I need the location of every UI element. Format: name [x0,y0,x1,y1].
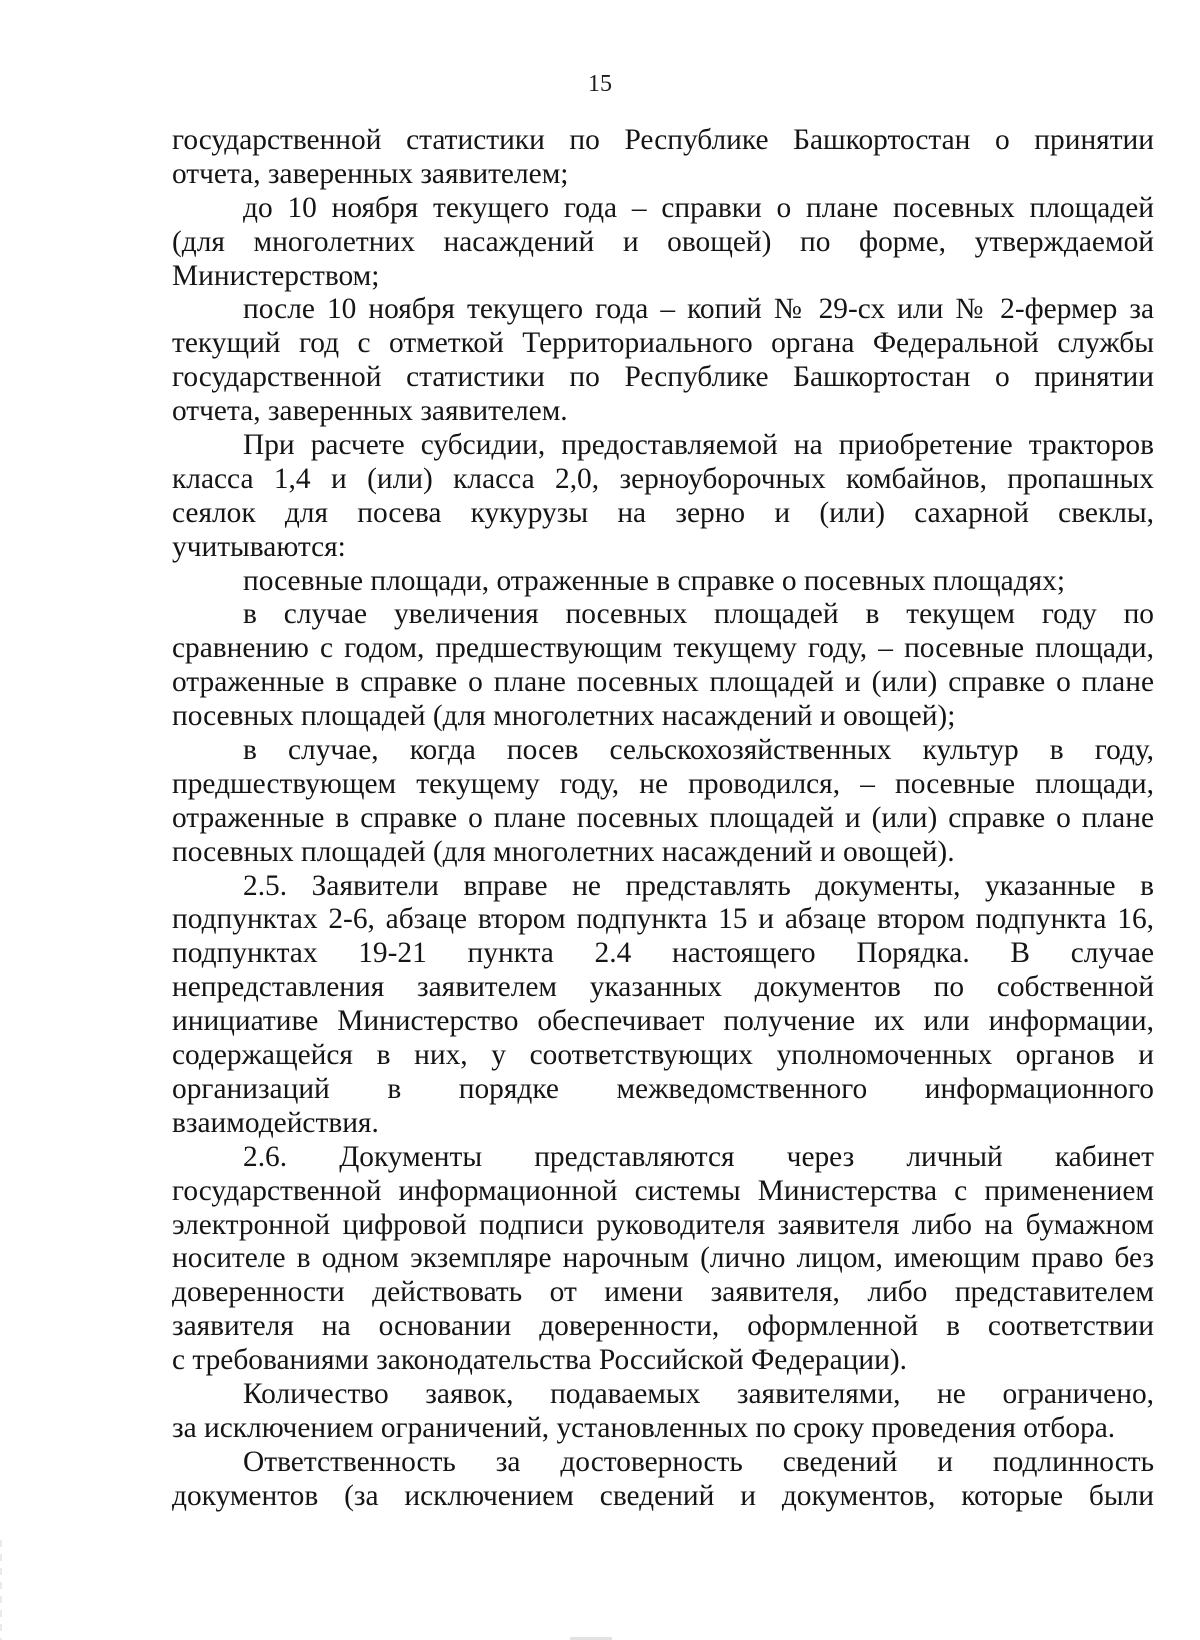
paragraph-line: При расчете субсидии, предоставляемой на приобретение тракторов [243,429,1154,462]
paragraph-line: заявителя на основании доверенности, оформленной в соответствии [172,1310,1154,1343]
paragraph-line: государственной статистики по Республике Башкортостан о принятии [172,361,1154,394]
paragraph-line: посевные площади, отраженные в справке о посевных площадях; [243,564,1066,597]
paragraph-line: организаций в порядке межведомственного информационного [172,1072,1154,1105]
paragraph-line: подпунктах 2-6, абзаце втором подпункта 15 и абзаце втором подпункта 16, [172,903,1154,936]
paragraph-line: отчета, заверенных заявителем. [172,395,568,428]
paragraph-line: за исключением ограничений, установленных по сроку проведения отбора. [172,1411,1116,1444]
paragraph-line: текущий год с отметкой Территориального органа Федеральной службы [172,327,1154,360]
paragraph-line: посевных площадей (для многолетних насаждений и овощей); [172,700,956,733]
scan-margin-artifact [0,1540,2,1640]
paragraph-line: электронной цифровой подписи руководителя заявителя либо на бумажном [172,1208,1154,1241]
document-body [172,124,1154,1514]
paragraph-line: Ответственность за достоверность сведений и подлинность [243,1445,1154,1478]
paragraph-line: (для многолетних насаждений и овощей) по форме, утверждаемой [172,225,1154,258]
paragraph-line: сеялок для посева кукурузы на зерно и (или) сахарной свеклы, [172,496,1154,529]
paragraph-line: Министерством; [172,259,380,292]
page-number: 15 [588,71,612,97]
paragraph-line: непредставления заявителем указанных документов по собственной [172,971,1154,1004]
paragraph-line: Количество заявок, подаваемых заявителями, не ограничено, [243,1377,1154,1410]
paragraph-line: отраженные в справке о плане посевных площадей и (или) справке о плане [172,801,1154,834]
paragraph-line: документов (за исключением сведений и документов, которые были [172,1479,1154,1512]
paragraph-line: отраженные в справке о плане посевных площадей и (или) справке о плане [172,666,1154,699]
paragraph-line: с требованиями законодательства Российской Федерации). [172,1344,907,1377]
paragraph-line: учитываются: [172,530,346,563]
paragraph-line: до 10 ноября текущего года – справки о плане посевных площадей [243,191,1154,224]
paragraph-line: доверенности действовать от имени заявителя, либо представителем [172,1276,1154,1309]
paragraph-line: посевных площадей (для многолетних насаждений и овощей). [172,835,955,868]
paragraph-line: отчета, заверенных заявителем; [172,157,569,190]
paragraph-line: инициативе Министерство обеспечивает получение их или информации, [172,1005,1154,1038]
paragraph-line: класса 1,4 и (или) класса 2,0, зерноуборочных комбайнов, пропашных [172,462,1154,495]
paragraph-line: подпунктах 19-21 пункта 2.4 настоящего Порядка. В случае [172,937,1154,970]
paragraph-line: в случае увеличения посевных площадей в текущем году по [243,598,1154,631]
paragraph-line: в случае, когда посев сельскохозяйственных культур в году, [243,734,1154,767]
paragraph-line: взаимодействия. [172,1106,379,1139]
paragraph-line: содержащейся в них, у соответствующих уполномоченных органов и [172,1039,1154,1072]
paragraph-line: государственной статистики по Республике Башкортостан о принятии [172,124,1154,156]
paragraph-line: после 10 ноября текущего года – копий № 29-сх или № 2-фермер за [243,293,1154,326]
paragraph-line: сравнению с годом, предшествующим текущему году, – посевные площади, [172,632,1154,665]
paragraph-line: 2.6. Документы представляются через личный кабинет [243,1140,1154,1173]
paragraph-line: 2.5. Заявители вправе не представлять документы, указанные в [243,869,1154,902]
paragraph-line: государственной информационной системы Министерства с применением [172,1174,1154,1207]
paragraph-line: носителе в одном экземпляре нарочным (лично лицом, имеющим право без [172,1242,1154,1275]
paragraph-line: предшествующем текущему году, не проводился, – посевные площади, [172,767,1154,800]
